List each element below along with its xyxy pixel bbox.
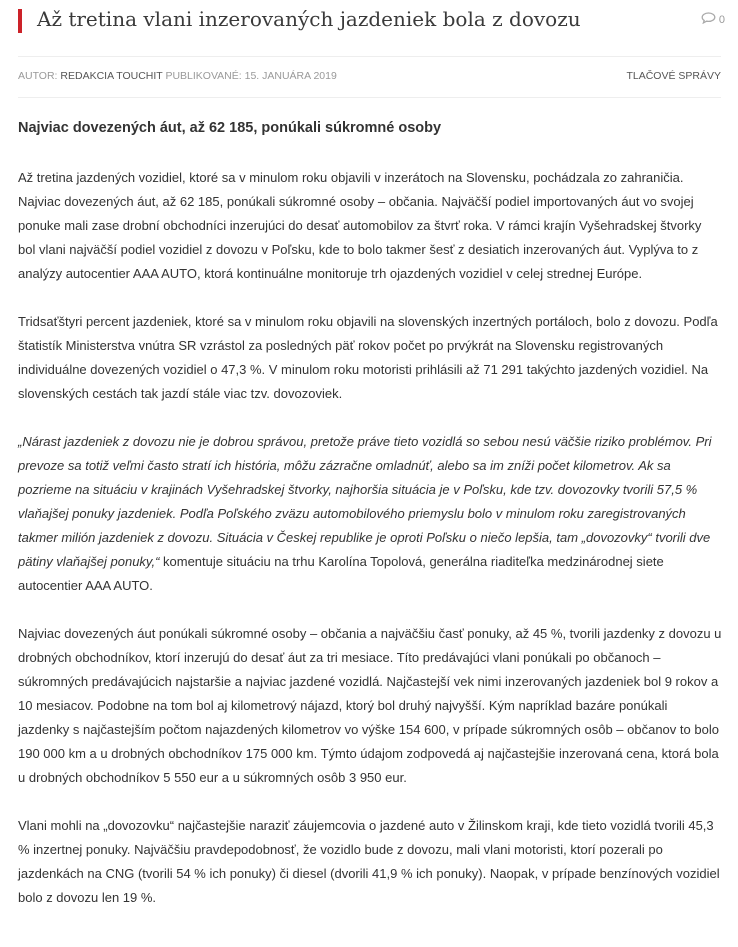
article-body [18, 113, 722, 934]
quote-attribution: komentuje situáciu na trhu Karolína Topolová, generálna riaditeľka medzinárodnej siete autocentier AAA AUTO. [18, 554, 664, 593]
comment-icon [701, 12, 716, 27]
published-label: PUBLIKOVANÉ: [165, 70, 242, 82]
paragraph: Tridsaťštyri percent jazdeniek, ktoré sa v minulom roku objavili na slovenských inzertných portáloch, bolo z dovozu. Podľa štatistík Ministerstva vnútra SR vzrástol za posledných päť rokov počet po prvýkrát na Slovensku registrovaných individuálne dovezených vozidiel o 47,3 %. V minulom roku motoristi prihlásili až 71 291 takýchto jazdených vozidiel. Na slovenských cestách tak jazdí stále viac tzv. dovozoviek. [18, 314, 718, 401]
comment-count: 0 [718, 13, 725, 26]
author-link[interactable]: REDAKCIA TOUCHIT [60, 70, 163, 82]
published-date: 15. JANUÁRA 2019 [244, 70, 337, 82]
byline [18, 57, 337, 95]
quote-text: „Nárast jazdeniek z dovozu nie je dobrou správou, pretože práve tieto vozidlá so sebou nesú väčšie riziko problémov. Pri prevoze sa totiž veľmi často stratí ich história, môžu zázračne omladnúť, alebo sa im zníži počet kilometrov. Ak sa pozrieme na situáciu v krajinách Vyšehradskej štvorky, najhoršia situácia je v Poľsku, kde tzv. dovozovky tvorili 57,5 % vlaňajšej ponuky jazdeniek. Podľa Poľského zväzu automobilového priemyslu bolo v minulom roku zaregistrovaných takmer milión jazdeniek z dovozu. Situácia v Českej republike je oproti Poľsku o niečo lepšia, tam „dovozovky“ tvorili dve pätiny vlaňajšej ponuky,“ [18, 434, 712, 569]
paragraph: Až tretina jazdených vozidiel, ktoré sa v minulom roku objavili v inzerátoch na Slovensku, pochádzala zo zahraničia. Najviac dovezených áut, až 62 185, ponúkali súkromné osoby – občania. Najväčší podiel importovaných áut vo svojej ponuke mali zase drobní obchodníci inzerujúci do desať automobilov za štvrť roka. V rámci krajín Vyšehradskej štvorky bol vlani najväčší podiel vozidiel z dovozu v Poľsku, kde to bolo takmer šesť z desiatich inzerovaných áut. Vyplýva to z analýzy autocentier AAA AUTO, ktorá kontinuálne monitoruje trh ojazdených vozidiel v celej strednej Európe. [18, 170, 702, 281]
article-title: Až tretina vlani inzerovaných jazdeniek bola z dovozu [37, 7, 581, 31]
paragraph: Vlani mohli na „dovozovku“ najčastejšie naraziť záujemcovia o jazdené auto v Žilinskom kraji, kde tieto vozidlá tvorili 45,3 % inzertnej ponuky. Najväčšiu pravdepodobnosť, že vozidlo bude z dovozu, mali vlani motoristi, ktorí pozerali po jazdenkách na CNG (tvorili 54 % ich ponuky) či diesel (dvorili 41,9 % ich ponuky). Naopak, v prípade benzínových vozidiel bolo z dovozu len 19 %. [18, 818, 720, 905]
comments-link[interactable] [701, 12, 725, 27]
category-link[interactable]: TLAČOVÉ SPRÁVY [626, 70, 721, 82]
article-meta [18, 56, 721, 98]
article-subheading: Najviac dovezených áut, až 62 185, ponúkali súkromné osoby [18, 120, 442, 136]
author-label: AUTOR: [18, 70, 58, 82]
article-title-bar [18, 9, 725, 33]
quote-paragraph [18, 430, 722, 598]
paragraph: Najviac dovezených áut ponúkali súkromné osoby – občania a najväčšiu časť ponuky, až 45 %, tvorili jazdenky z dovozu u drobných obchodníkov, ktorí inzerujú do desať áut za tri mesiace. Títo predávajúci vlani ponúkali po občanoch – súkromných predávajúcich najstaršie a najviac jazdené vozidlá. Najčastejší vek nimi inzerovaných jazdeniek bol 9 rokov a 10 mesiacov. Podobne na tom bol aj kilometrový nájazd, ktorý bol druhý najvyšší. Kým napríklad bazáre ponúkali jazdenky s najčastejším počtom najazdených kilometrov vo výške 154 600, v prípade súkromných osôb – občanov to bolo 190 000 km a u drobných obchodníkov 175 000 km. Týmto údajom zodpovedá aj najčastejšie inzerovaná cena, ktorá bola u drobných obchodníkov 5 550 eur a u súkromných osôb 3 950 eur. [18, 626, 722, 785]
